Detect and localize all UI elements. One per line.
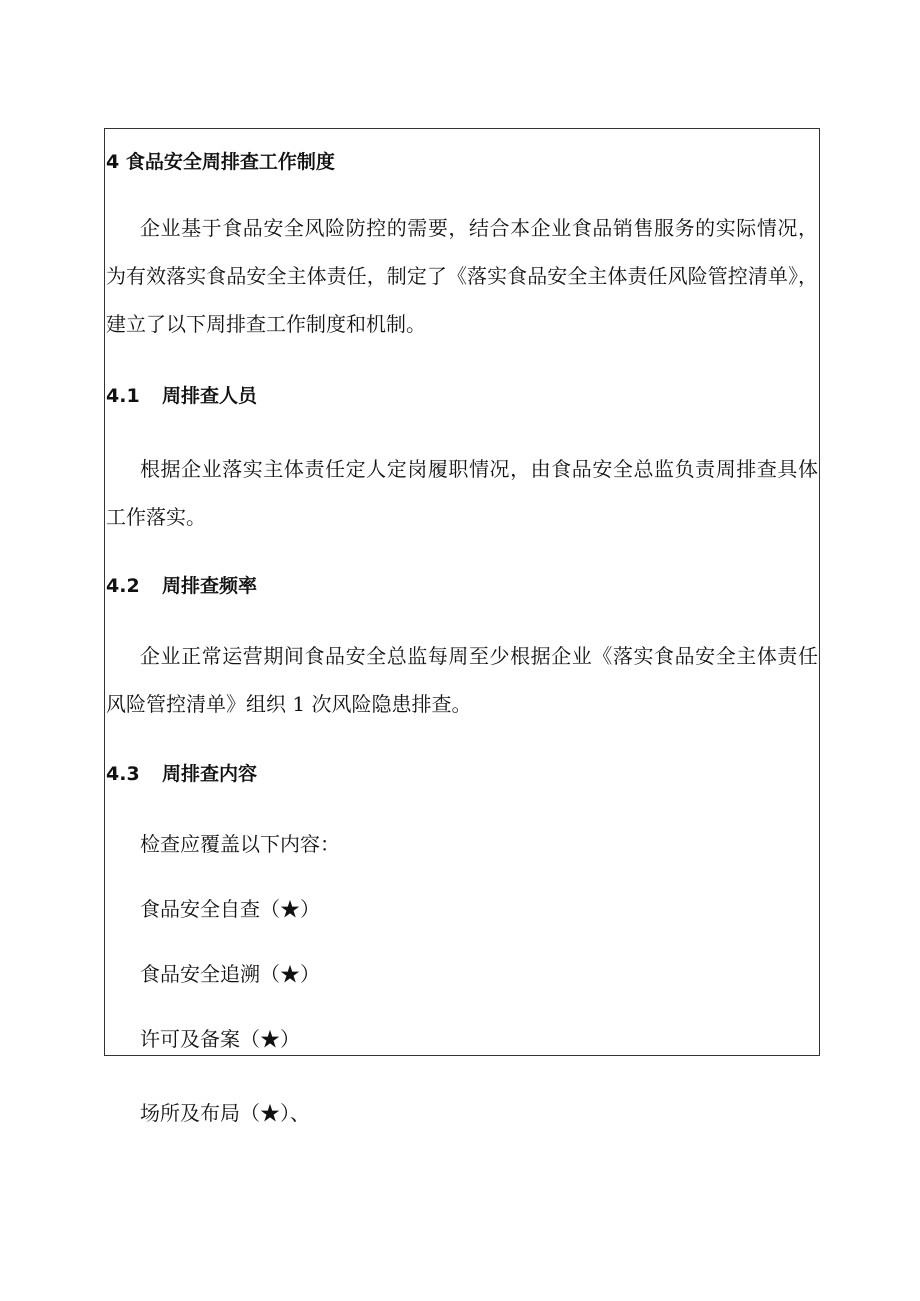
section-title: 4 食品安全周排查工作制度 xyxy=(106,151,335,173)
subsection-body-4-1: 根据企业落实主体责任定人定岗履职情况，由食品安全总监负责周排查具体工作落实。 xyxy=(106,457,818,529)
section-intro: 企业基于食品安全风险防控的需要，结合本企业食品销售服务的实际情况，为有效落实食品安全主体责任，制定了《落实食品安全主体责任风险管控清单》，建立了以下周排查工作制度和机制。 xyxy=(106,216,818,336)
subsection-body-4-2: 企业正常运营期间食品安全总监每周至少根据企业《落实食品安全主体责任风险管控清单》组织 1 次风险隐患排查。 xyxy=(106,644,818,716)
subsection-title: 周排查人员 xyxy=(162,385,258,407)
subsection-heading-4-2 xyxy=(106,572,257,600)
subsection-heading-4-3 xyxy=(106,760,257,788)
subsection-title: 周排查内容 xyxy=(162,763,258,785)
subsection-number: 4.2 xyxy=(106,575,140,597)
subsection-heading-4-1 xyxy=(106,382,257,410)
subsection-title: 周排查频率 xyxy=(162,575,258,597)
content-item: 许可及备案（★） xyxy=(140,1027,300,1051)
content-lead: 检查应覆盖以下内容： xyxy=(140,832,340,856)
subsection-number: 4.1 xyxy=(106,385,140,407)
content-item: 食品安全自查（★） xyxy=(140,897,320,921)
subsection-number: 4.3 xyxy=(106,763,140,785)
content-item-outside: 场所及布局（★）、 xyxy=(140,1101,310,1125)
content-item: 食品安全追溯（★） xyxy=(140,962,320,986)
